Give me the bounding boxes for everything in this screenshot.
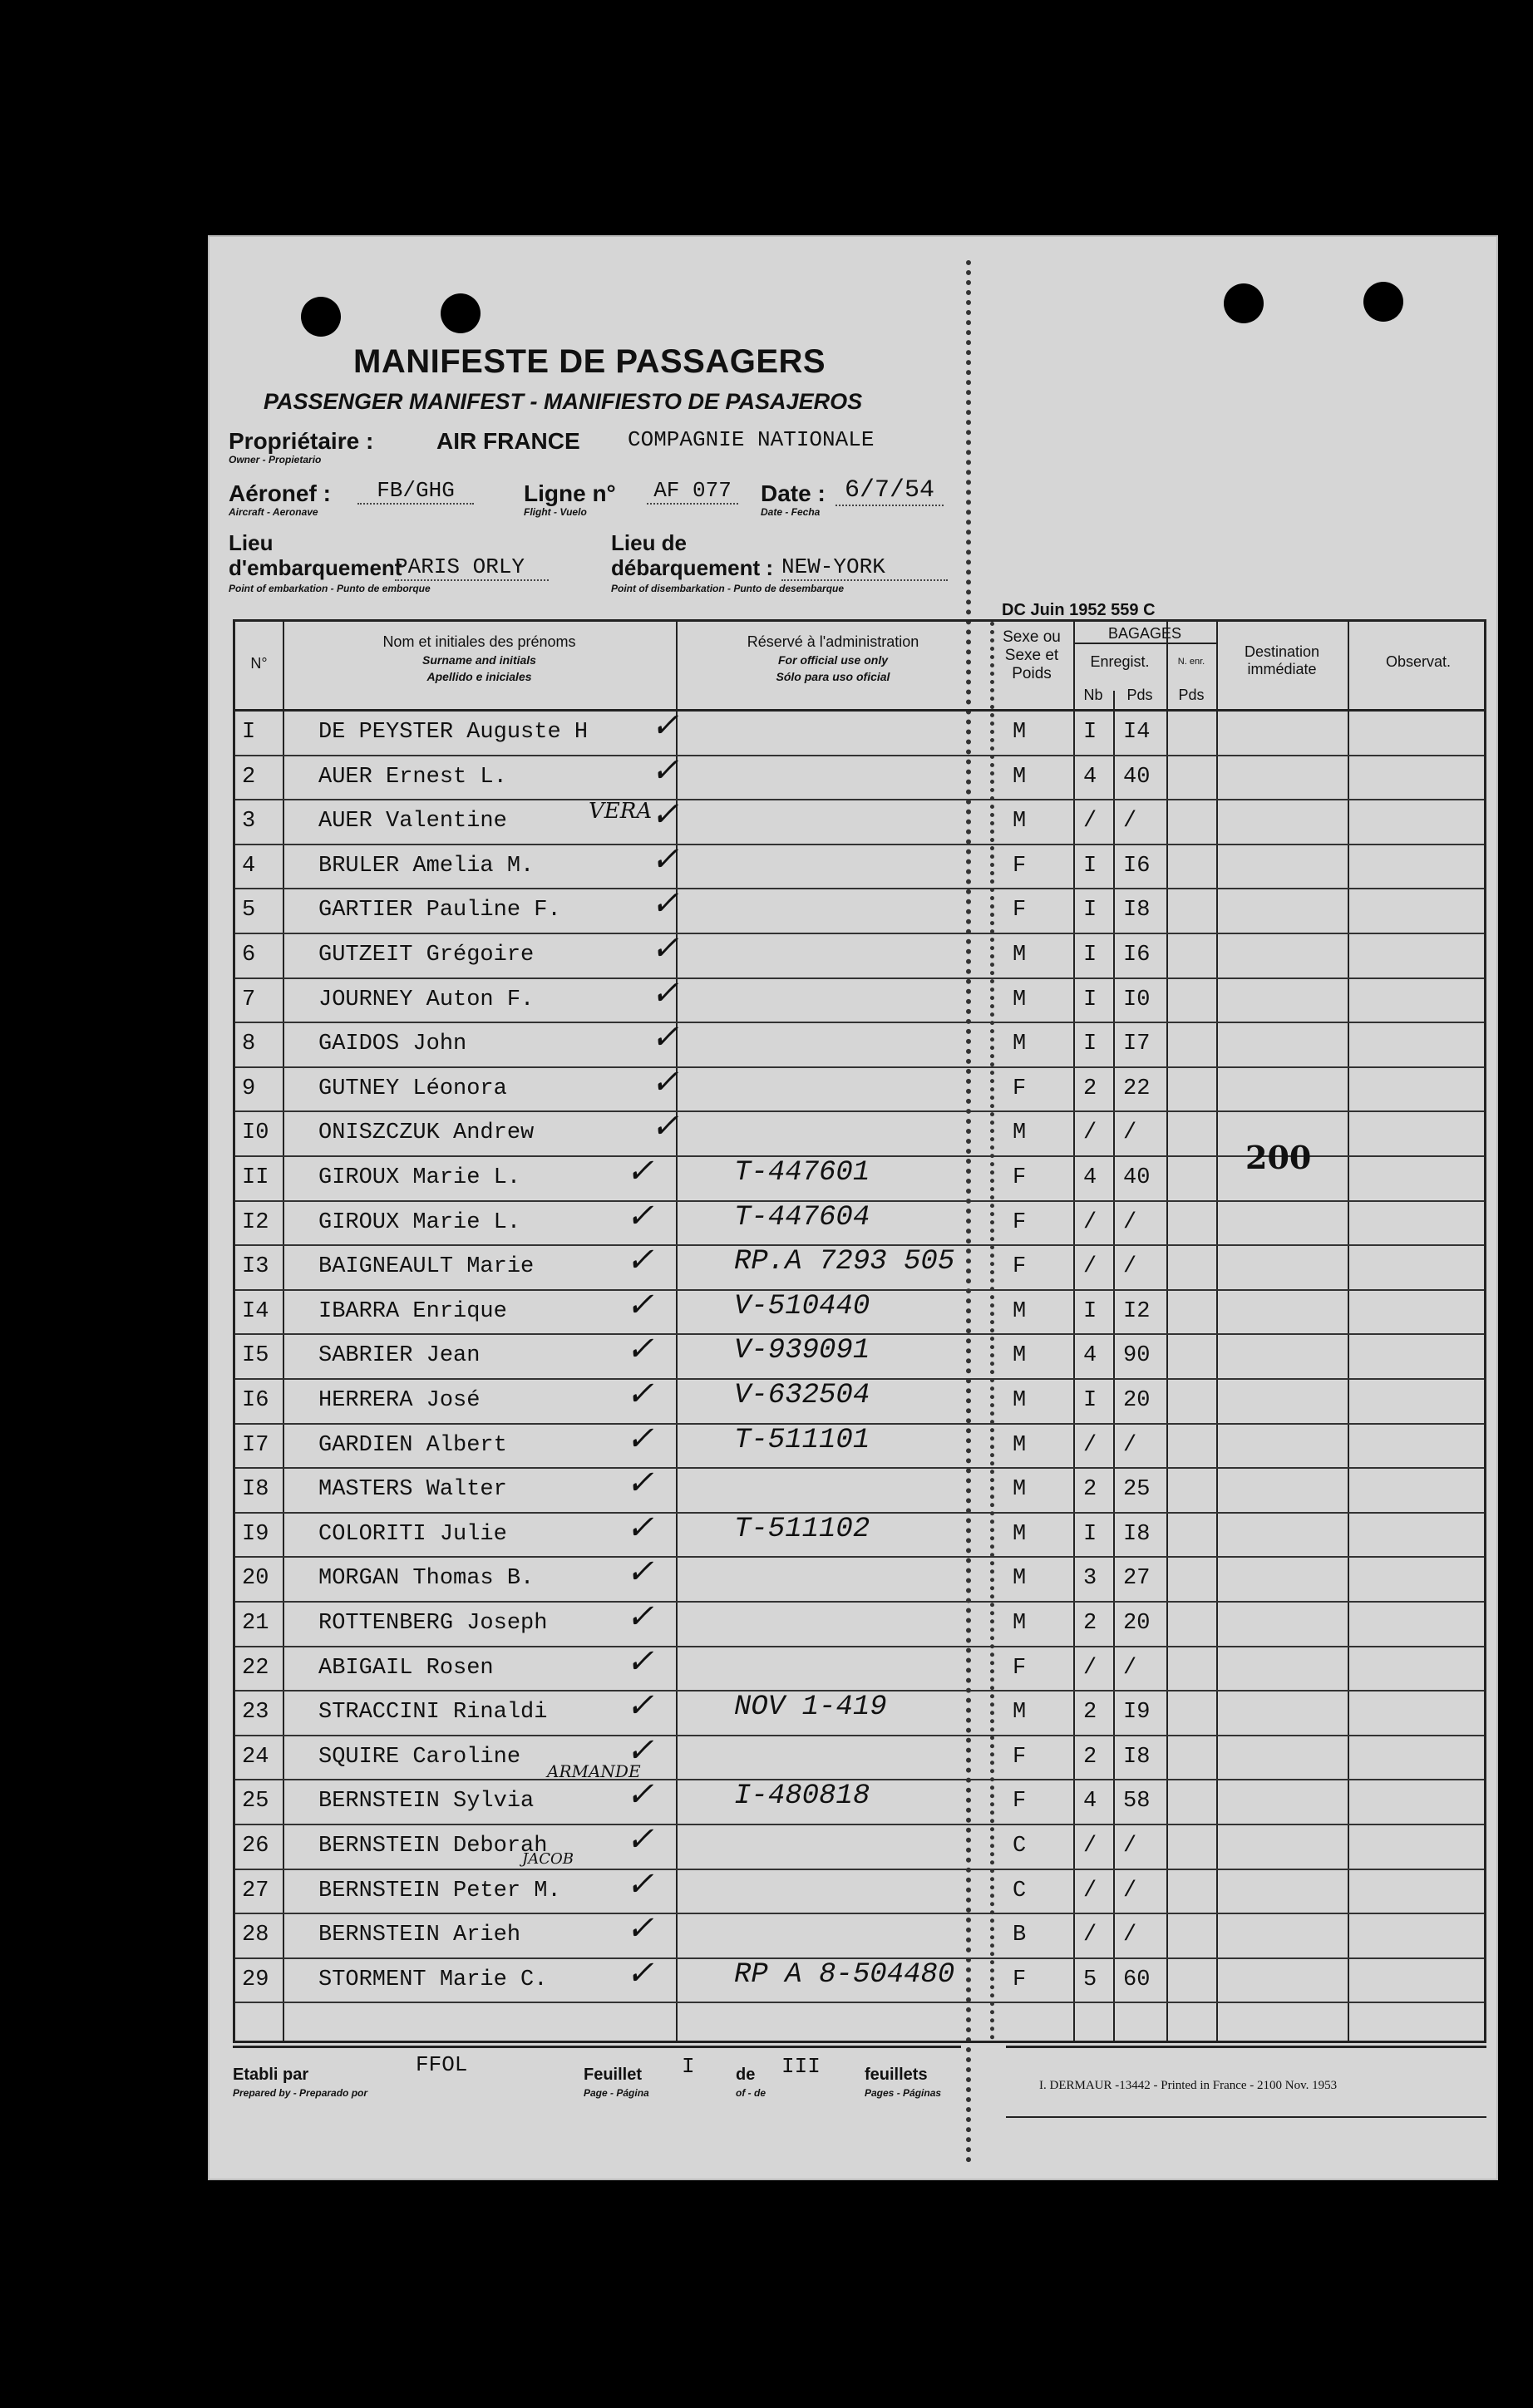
baggage-count: I (1083, 853, 1097, 879)
table-row (235, 756, 1484, 801)
baggage-weight: I2 (1123, 1298, 1151, 1324)
admin-ref: RP A 8-504480 (734, 1958, 955, 1991)
disembark-label-2: débarquement : (611, 555, 774, 580)
table-row (235, 979, 1484, 1024)
table-row (235, 1246, 1484, 1291)
table-row (235, 1023, 1484, 1068)
baggage-count: 2 (1083, 1477, 1097, 1503)
handwritten-annotation-jacob: JACOB (522, 1850, 574, 1868)
owner-value: AIR FRANCE (436, 428, 580, 454)
row-number: 5 (242, 898, 256, 923)
passenger-name: GARTIER Pauline F. (318, 898, 561, 923)
check-mark-icon: ✓ (626, 1957, 654, 1995)
table-row (235, 889, 1484, 934)
baggage-weight: I6 (1123, 943, 1151, 968)
passenger-name: GARDIEN Albert (318, 1432, 507, 1458)
passenger-name: GUTZEIT Grégoire (318, 943, 535, 968)
check-mark-icon: ✓ (626, 1288, 654, 1327)
check-mark-icon: ✓ (626, 1422, 654, 1460)
row-number: 26 (242, 1834, 269, 1859)
admin-ref: RP.A 7293 505 (734, 1246, 955, 1278)
total-sheets-value: III (781, 2054, 821, 2079)
sex: M (1013, 943, 1027, 968)
admin-ref: V-632504 (734, 1380, 870, 1411)
row-number: 21 (242, 1611, 269, 1636)
header-sex: Sexe ou Sexe et Poids (1003, 628, 1061, 682)
baggage-weight: 40 (1123, 764, 1151, 790)
check-mark-icon: ✓ (626, 1645, 654, 1683)
embark-label-1: Lieu (229, 530, 274, 555)
table-row (235, 1825, 1484, 1870)
admin-ref: T-447601 (734, 1157, 870, 1189)
passenger-table (233, 619, 1486, 2043)
baggage-count: / (1083, 1923, 1097, 1948)
owner-sub: Owner - Propietario (229, 454, 322, 465)
row-number: 27 (242, 1878, 269, 1903)
sex: M (1013, 1388, 1027, 1413)
prepared-by-sub: Prepared by - Preparado por (233, 2087, 368, 2099)
handwritten-annotation-armande: ARMANDE (547, 1761, 641, 1781)
row-number: 29 (242, 1967, 269, 1992)
row-number: 6 (242, 943, 256, 968)
sex: M (1013, 1120, 1027, 1146)
row-number: 23 (242, 1700, 269, 1726)
baggage-count: 4 (1083, 764, 1097, 790)
header-enregist: Enregist. (1090, 653, 1150, 670)
disembark-sub: Point of disembarkation - Punto de desembarque (611, 583, 845, 594)
check-mark-icon: ✓ (626, 1913, 654, 1951)
punch-hole (441, 293, 481, 333)
passenger-name: STRACCINI Rinaldi (318, 1700, 548, 1726)
passenger-name: JOURNEY Auton F. (318, 987, 535, 1012)
table-row (235, 1603, 1484, 1647)
check-mark-icon: ✓ (626, 1690, 654, 1728)
baggage-weight: / (1123, 1878, 1137, 1903)
header-admin (676, 633, 990, 685)
baggage-weight: 20 (1123, 1611, 1151, 1636)
baggage-count: / (1083, 1209, 1097, 1235)
table-row (235, 1469, 1484, 1514)
passenger-name: MORGAN Thomas B. (318, 1566, 535, 1592)
sheet-sub: Page - Página (584, 2087, 649, 2099)
passenger-name: COLORITI Julie (318, 1521, 507, 1547)
table-row (235, 1422, 1484, 1470)
admin-ref: T-447604 (734, 1201, 870, 1234)
baggage-weight: / (1123, 1120, 1137, 1146)
table-row (235, 1647, 1484, 1692)
sex: M (1013, 764, 1027, 790)
header-pds-2: Pds (1178, 687, 1205, 703)
sex: M (1013, 1700, 1027, 1726)
baggage-weight: / (1123, 1923, 1137, 1948)
sex: F (1013, 1655, 1027, 1681)
baggage-count: / (1083, 1878, 1097, 1903)
header-admin-label: Réservé à l'administration (747, 633, 919, 650)
header-name (283, 633, 676, 685)
table-row (235, 1335, 1484, 1380)
check-mark-icon: ✓ (626, 1333, 654, 1371)
admin-ref: NOV 1-419 (734, 1692, 887, 1724)
embark-label-2: d'embarquement (229, 555, 402, 580)
baggage-weight: / (1123, 1254, 1137, 1280)
passenger-name: BRULER Amelia M. (318, 853, 535, 879)
table-row (235, 1068, 1484, 1113)
header-admin-sub1: For official use only (778, 652, 888, 667)
header-nb: Nb (1083, 687, 1103, 703)
baggage-count: 5 (1083, 1967, 1097, 1992)
passenger-name: GIROUX Marie L. (318, 1165, 521, 1190)
baggage-count: I (1083, 943, 1097, 968)
baggage-weight: 25 (1123, 1477, 1151, 1503)
baggage-weight: 40 (1123, 1165, 1151, 1190)
baggage-count: / (1083, 809, 1097, 835)
check-mark-icon: ✓ (651, 754, 679, 792)
embark-value: PARIS ORLY (395, 554, 549, 581)
aircraft-value: FB/GHG (357, 478, 474, 505)
passenger-name: DE PEYSTER Auguste H (318, 720, 589, 745)
form-code: DC Juin 1952 559 C (1002, 601, 1156, 619)
baggage-weight: 22 (1123, 1076, 1151, 1101)
row-number: I8 (242, 1477, 269, 1503)
passenger-name: ONISZCZUK Andrew (318, 1120, 535, 1146)
document-title: MANIFESTE DE PASSAGERS (353, 343, 826, 380)
aircraft-sub: Aircraft - Aeronave (229, 506, 318, 518)
check-mark-icon: ✓ (651, 843, 679, 881)
date-sub: Date - Fecha (761, 506, 821, 518)
passenger-name: ABIGAIL Rosen (318, 1655, 494, 1681)
baggage-weight: 20 (1123, 1388, 1151, 1413)
check-mark-icon: ✓ (626, 1734, 654, 1772)
row-number: 3 (242, 809, 256, 835)
sex: M (1013, 1032, 1027, 1057)
table-row (235, 1959, 1484, 2004)
baggage-count: / (1083, 1834, 1097, 1859)
sex: C (1013, 1878, 1027, 1903)
admin-ref: V-939091 (734, 1335, 870, 1367)
baggage-count: / (1083, 1120, 1097, 1146)
passenger-name: GAIDOS John (318, 1032, 467, 1057)
baggage-weight: I8 (1123, 1744, 1151, 1770)
punch-hole (1224, 283, 1264, 323)
prepared-by-value: FFOL (416, 2052, 468, 2077)
row-number: 2 (242, 764, 256, 790)
sex: M (1013, 1477, 1027, 1503)
row-number: 9 (242, 1076, 256, 1101)
passenger-name: MASTERS Walter (318, 1477, 507, 1503)
admin-ref: V-510440 (734, 1290, 870, 1322)
table-row (235, 1914, 1484, 1959)
flight-value: AF 077 (647, 478, 738, 505)
row-number: I3 (242, 1254, 269, 1280)
baggage-weight: 58 (1123, 1789, 1151, 1815)
row-number: 28 (242, 1923, 269, 1948)
check-mark-icon: ✓ (651, 710, 679, 747)
sheet-label: Feuillet (584, 2066, 643, 2084)
destination-mark: 200 (1245, 1139, 1312, 1176)
baggage-weight: / (1123, 1655, 1137, 1681)
sex: F (1013, 898, 1027, 923)
check-mark-icon: ✓ (651, 799, 679, 837)
sex: F (1013, 1744, 1027, 1770)
passenger-name: BAIGNEAULT Marie (318, 1254, 535, 1280)
table-header (235, 622, 1484, 712)
sex: M (1013, 1521, 1027, 1547)
table-row (235, 1736, 1484, 1781)
flight-sub: Flight - Vuelo (524, 506, 587, 518)
sex: F (1013, 853, 1027, 879)
baggage-weight: / (1123, 1432, 1137, 1458)
check-mark-icon: ✓ (626, 1779, 654, 1817)
table-row (235, 1692, 1484, 1736)
check-mark-icon: ✓ (626, 1244, 654, 1283)
passenger-name: BERNSTEIN Deborah (318, 1834, 548, 1859)
sex: B (1013, 1923, 1027, 1948)
prepared-by-label: Etabli par (233, 2066, 309, 2084)
of-label: de (736, 2066, 756, 2084)
sheets-sub: Pages - Páginas (865, 2087, 942, 2099)
baggage-weight: I9 (1123, 1700, 1151, 1726)
row-number: I6 (242, 1388, 269, 1413)
admin-ref: T-511102 (734, 1513, 870, 1545)
baggage-weight: 90 (1123, 1343, 1151, 1369)
manifest-sheet (208, 235, 1498, 2180)
table-row (235, 1199, 1484, 1247)
passenger-name: STORMENT Marie C. (318, 1967, 548, 1992)
check-mark-icon: ✓ (626, 1199, 654, 1238)
admin-ref: T-511101 (734, 1424, 870, 1456)
baggage-weight: I8 (1123, 898, 1151, 923)
row-number: I0 (242, 1120, 269, 1146)
row-number: I5 (242, 1343, 269, 1369)
baggage-count: 4 (1083, 1343, 1097, 1369)
baggage-count: 2 (1083, 1744, 1097, 1770)
baggage-weight: I8 (1123, 1521, 1151, 1547)
sex: M (1013, 720, 1027, 745)
passenger-name: BERNSTEIN Peter M. (318, 1878, 561, 1903)
row-number: I9 (242, 1521, 269, 1547)
table-row (235, 712, 1484, 756)
baggage-count: 4 (1083, 1165, 1097, 1190)
disembark-value: NEW-YORK (781, 554, 948, 581)
row-number: I (242, 720, 256, 745)
of-sub: of - de (736, 2087, 766, 2099)
passenger-name: HERRERA José (318, 1388, 481, 1413)
table-row (235, 1780, 1484, 1825)
passenger-name: GUTNEY Léonora (318, 1076, 507, 1101)
sex: M (1013, 1432, 1027, 1458)
check-mark-icon: ✓ (626, 1556, 654, 1594)
sex: C (1013, 1834, 1027, 1859)
row-number: 25 (242, 1789, 269, 1815)
row-number: 7 (242, 987, 256, 1012)
baggage-count: 2 (1083, 1611, 1097, 1636)
table-row (235, 1288, 1484, 1336)
aircraft-label: Aéronef : (229, 480, 331, 506)
row-number: 22 (242, 1655, 269, 1681)
header-admin-sub2: Sólo para uso oficial (776, 670, 890, 684)
table-row (235, 1511, 1484, 1559)
table-row (235, 800, 1484, 845)
sex: M (1013, 1298, 1027, 1324)
header-name-sub1: Surname and initials (422, 652, 536, 667)
sex: M (1013, 1566, 1027, 1592)
header-destination: Destination immédiate (1244, 643, 1320, 677)
check-mark-icon: ✓ (626, 1467, 654, 1505)
check-mark-icon: ✓ (626, 1511, 654, 1549)
check-mark-icon: ✓ (651, 977, 679, 1015)
row-number: 20 (242, 1566, 269, 1592)
baggage-weight: 27 (1123, 1566, 1151, 1592)
table-row (235, 934, 1484, 979)
check-mark-icon: ✓ (651, 933, 679, 970)
date-label: Date : (761, 480, 826, 506)
document-subtitle: PASSENGER MANIFEST - MANIFIESTO DE PASAJEROS (264, 389, 863, 414)
baggage-count: I (1083, 1298, 1097, 1324)
punch-hole (1363, 282, 1403, 322)
disembark-label-1: Lieu de (611, 530, 688, 555)
row-number: I7 (242, 1432, 269, 1458)
admin-ref: I-480818 (734, 1780, 870, 1813)
printer-imprint: I. DERMAUR -13442 - Printed in France - 2100 Nov. 1953 (1039, 2079, 1338, 2092)
header-no: N° (250, 655, 268, 672)
table-row (235, 1558, 1484, 1603)
baggage-count: / (1083, 1254, 1097, 1280)
row-number: I2 (242, 1209, 269, 1235)
baggage-weight: I6 (1123, 853, 1151, 879)
passenger-name: SQUIRE Caroline (318, 1744, 521, 1770)
passenger-name: SABRIER Jean (318, 1343, 481, 1369)
table-row (235, 1380, 1484, 1425)
row-number: II (242, 1165, 269, 1190)
handwritten-annotation-vera: VERA (589, 799, 653, 824)
passenger-name: AUER Ernest L. (318, 764, 507, 790)
baggage-weight: 60 (1123, 1967, 1151, 1992)
baggage-weight: I4 (1123, 720, 1151, 745)
header-name-label: Nom et initiales des prénoms (382, 633, 576, 650)
baggage-weight: / (1123, 809, 1137, 835)
owner-value-2: COMPAGNIE NATIONALE (628, 427, 875, 452)
baggage-count: 2 (1083, 1076, 1097, 1101)
check-mark-icon: ✓ (651, 1066, 679, 1104)
table-row (235, 845, 1484, 890)
sex: M (1013, 1343, 1027, 1369)
baggage-count: I (1083, 720, 1097, 745)
baggage-count: / (1083, 1432, 1097, 1458)
flight-label: Ligne n° (524, 480, 616, 506)
baggage-weight: I0 (1123, 987, 1151, 1012)
header-bagages: BAGAGES (1073, 625, 1216, 644)
check-mark-icon: ✓ (626, 1378, 654, 1416)
passenger-name: AUER Valentine (318, 809, 507, 835)
passenger-name: GIROUX Marie L. (318, 1209, 521, 1235)
baggage-count: / (1083, 1655, 1097, 1681)
passenger-name: IBARRA Enrique (318, 1298, 507, 1324)
row-number: I4 (242, 1298, 269, 1324)
table-row (235, 1870, 1484, 1915)
passenger-name: BERNSTEIN Arieh (318, 1923, 521, 1948)
sex: F (1013, 1967, 1027, 1992)
header-pds: Pds (1126, 687, 1153, 703)
row-number: 8 (242, 1032, 256, 1057)
passenger-name: ROTTENBERG Joseph (318, 1611, 548, 1636)
baggage-count: I (1083, 987, 1097, 1012)
baggage-count: I (1083, 898, 1097, 923)
baggage-weight: / (1123, 1209, 1137, 1235)
baggage-count: I (1083, 1521, 1097, 1547)
row-number: 24 (242, 1744, 269, 1770)
check-mark-icon: ✓ (626, 1824, 654, 1861)
embark-sub: Point of embarkation - Punto de emborque (229, 583, 431, 594)
check-mark-icon: ✓ (626, 1155, 654, 1193)
baggage-count: 3 (1083, 1566, 1097, 1592)
sheet-value: I (682, 2054, 695, 2079)
date-value: 6/7/54 (836, 476, 944, 506)
header-name-sub2: Apellido e iniciales (426, 670, 532, 684)
header-observ: Observat. (1385, 653, 1452, 670)
baggage-weight: / (1123, 1834, 1137, 1859)
baggage-weight: I7 (1123, 1032, 1151, 1057)
check-mark-icon: ✓ (626, 1601, 654, 1638)
punch-hole (301, 297, 341, 337)
check-mark-icon: ✓ (626, 1868, 654, 1906)
sex: F (1013, 1789, 1027, 1815)
baggage-count: 2 (1083, 1700, 1097, 1726)
sex: M (1013, 1611, 1027, 1636)
check-mark-icon: ✓ (651, 1022, 679, 1060)
passenger-name: BERNSTEIN Sylvia (318, 1789, 535, 1815)
sex: M (1013, 987, 1027, 1012)
check-mark-icon: ✓ (651, 888, 679, 926)
check-mark-icon: ✓ (651, 1110, 679, 1149)
sex: F (1013, 1254, 1027, 1280)
sex: F (1013, 1165, 1027, 1190)
baggage-count: I (1083, 1032, 1097, 1057)
sheets-label: feuillets (865, 2066, 928, 2084)
header-non-enregist: N. enr. (1177, 657, 1205, 667)
sex: F (1013, 1076, 1027, 1101)
baggage-count: 4 (1083, 1789, 1097, 1815)
sex: M (1013, 809, 1027, 835)
sex: F (1013, 1209, 1027, 1235)
owner-label: Propriétaire : (229, 428, 374, 454)
baggage-count: I (1083, 1388, 1097, 1413)
row-number: 4 (242, 853, 256, 879)
